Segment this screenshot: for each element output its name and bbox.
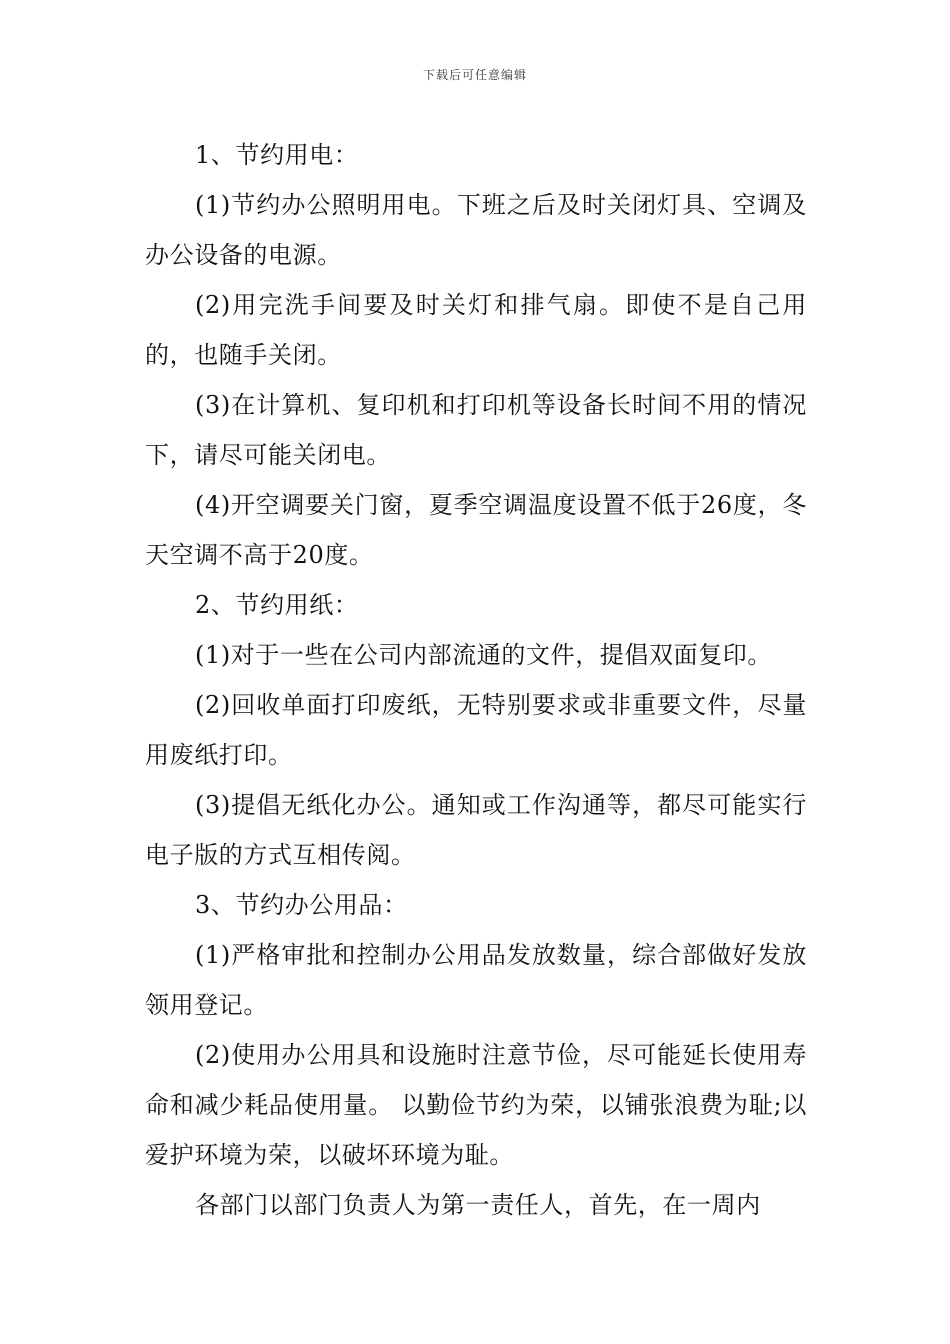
paragraph: (1)对于一些在公司内部流通的文件，提倡双面复印。 — [195, 641, 772, 669]
paragraph: 各部门以部门负责人为第一责任人，首先，在一周内 — [195, 1191, 761, 1219]
paragraph: (1)节约办公照明用电。下班之后及时关闭灯具、空调及办公设备的电源。 — [145, 191, 807, 269]
header-note: 下载后可任意编辑 — [422, 68, 527, 82]
document-body — [145, 130, 807, 1230]
paragraph: (2)用完洗手间要及时关灯和排气扇。即使不是自己用的，也随手关闭。 — [145, 291, 807, 369]
paragraph: (2)使用办公用具和设施时注意节俭，尽可能延长使用寿命和减少耗品使用量。 以勤俭节约为荣，以铺张浪费为耻;以爱护环境为荣，以破坏环境为耻。 — [145, 1041, 807, 1169]
paragraph: (4)开空调要关门窗，夏季空调温度设置不低于26度，冬天空调不高于20度。 — [145, 491, 807, 569]
paragraph: (3)提倡无纸化办公。通知或工作沟通等，都尽可能实行电子版的方式互相传阅。 — [145, 791, 807, 869]
paragraph: (1)严格审批和控制办公用品发放数量，综合部做好发放领用登记。 — [145, 941, 807, 1019]
section-heading-office-supplies: 3、节约办公用品： — [195, 891, 408, 919]
paragraph: (3)在计算机、复印机和打印机等设备长时间不用的情况下，请尽可能关闭电。 — [145, 391, 807, 469]
section-heading-electricity: 1、节约用电： — [195, 141, 359, 169]
section-heading-paper: 2、节约用纸： — [195, 591, 359, 619]
paragraph: (2)回收单面打印废纸，无特别要求或非重要文件，尽量用废纸打印。 — [145, 691, 807, 769]
